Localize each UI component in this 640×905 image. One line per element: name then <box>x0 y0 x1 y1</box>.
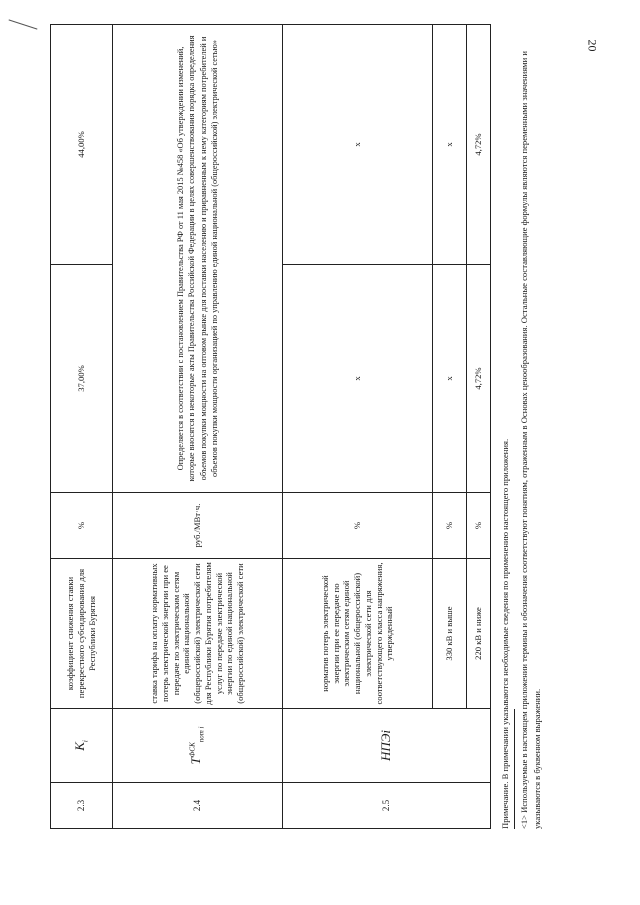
row-value-2: x <box>283 25 433 265</box>
row-symbol: $Т^{ФСК}_{пот i}$ <box>113 709 283 783</box>
rotated-document-sheet <box>50 5 542 835</box>
row-description: 330 кВ и выше <box>433 559 467 709</box>
table-row-2-5 <box>283 25 433 829</box>
footnote-divider <box>514 709 515 829</box>
table-row-220kv <box>467 25 491 829</box>
row-value-2: 4,72% <box>467 25 491 265</box>
corner-scan-mark <box>9 19 38 29</box>
row-unit: % <box>283 493 433 559</box>
row-number: 2.5 <box>283 783 491 829</box>
table-row-330kv <box>433 25 467 829</box>
row-unit: % <box>51 493 113 559</box>
row-number: 2.3 <box>51 783 113 829</box>
row-value-2: x <box>433 25 467 265</box>
row-description: коэффициент снижения ставки перекрестного субсидирования для Республики Бурятия <box>51 559 113 709</box>
row-value-1: 37,00% <box>51 265 113 493</box>
row-unit: руб./МВт·ч. <box>113 493 283 559</box>
row-value-1: 4,72% <box>467 265 491 493</box>
notes-section <box>499 25 543 829</box>
row-description: ставка тарифа на оплату нормативных потерь электрической энергии при ее передаче по электрическим сетям единой национальной (общероссийской) электрической сети для Республики Бурятия потребителям услуг по передаче электрической энергии по единой национальной (общероссийской) электрической сети <box>113 559 283 709</box>
footnote-1: <1> Используемые в настоящем приложении термины и обозначения соответствуют понятиям, отраженным в Основах ценообразования. Остальные составляющие формулы являются переменными значениями и указываются в буквенном выражении. <box>519 51 542 829</box>
row-description: 220 кВ и ниже <box>467 559 491 709</box>
row-unit: % <box>467 493 491 559</box>
row-value-2: 44,00% <box>51 25 113 265</box>
table-row-2-3 <box>51 25 113 829</box>
row-value-1: x <box>283 265 433 493</box>
row-description: норматив потерь электрической энергии при ее передаче по электрическим сетям единой национальной (общероссийской) электрической сети для соответствующего класса напряжения, утвержденный <box>283 559 433 709</box>
page-number: 20 <box>585 39 600 52</box>
row-symbol: НПЭi <box>283 709 491 783</box>
row-symbol: $К_i$ <box>51 709 113 783</box>
row-number: 2.4 <box>113 783 283 829</box>
note-remark: Примечание. В примечании указываются необходимые сведения по применению настоящего приложения. <box>500 438 510 829</box>
table-row-2-4 <box>113 25 283 829</box>
row-value-1: x <box>433 265 467 493</box>
tariff-table <box>50 24 491 829</box>
merged-definition-cell: Определяется в соответствии с постановлением Правительства РФ от 11 мая 2015 №458 «Об утверждении изменений, которые вносятся в некоторые акты Правительства Российской Федерации в целях совершенствования порядка определения объемов покупки мощности на оптовом рынке для поставки населению и приравненным к нему категориям потребителей и объемов покупки мощности организацией по управлению единой национальной (общероссийской) электрической сетью» <box>113 25 283 493</box>
row-unit: % <box>433 493 467 559</box>
